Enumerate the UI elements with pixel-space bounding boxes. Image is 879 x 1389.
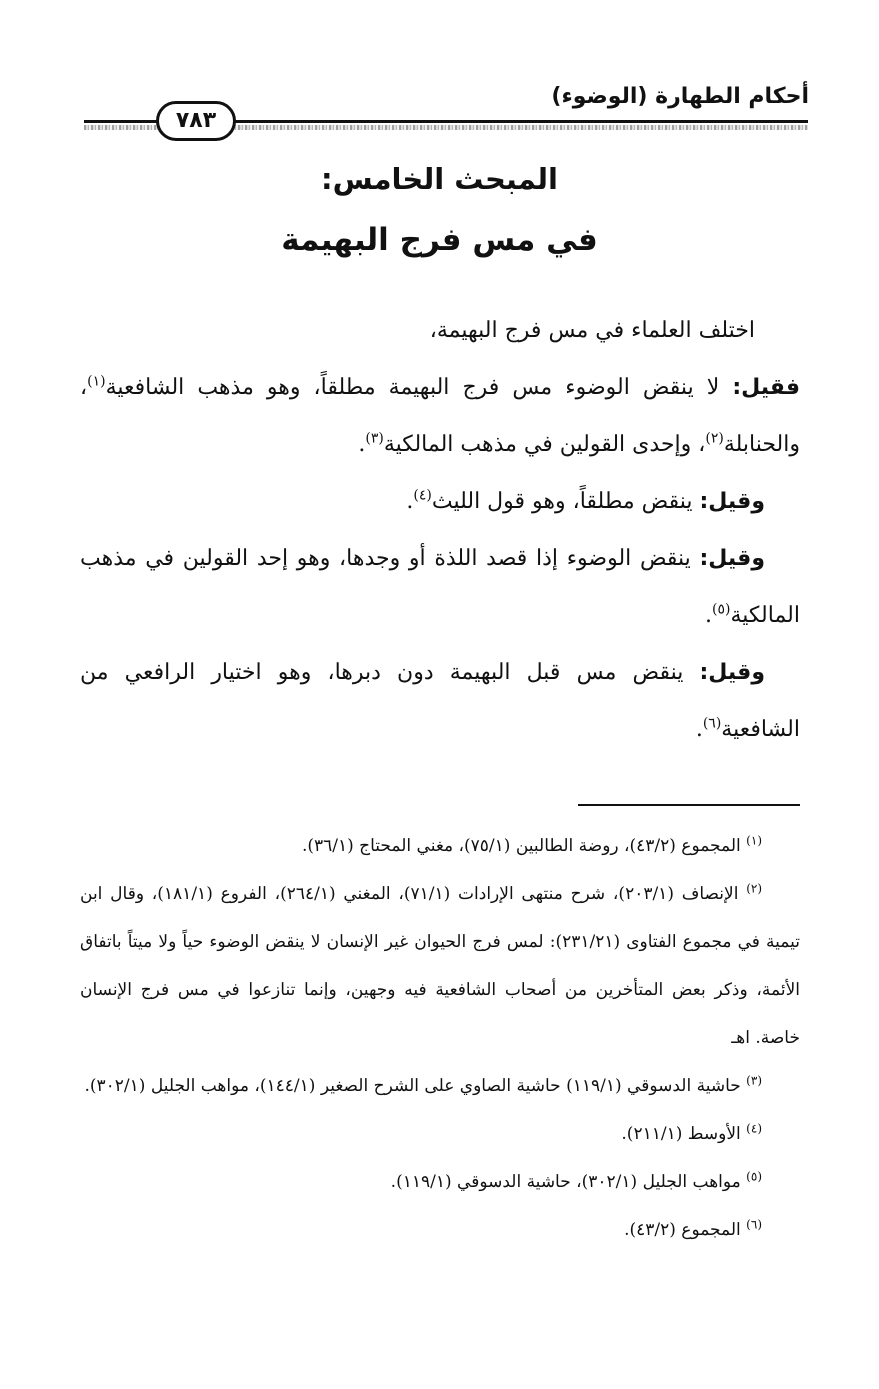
opinion-text: ينقض مطلقاً، وهو قول الليث <box>431 489 700 514</box>
section-title: المبحث الخامس: <box>321 162 558 196</box>
footnote-number: (٦) <box>746 1217 762 1232</box>
footnote-item <box>80 870 800 1062</box>
footnote-ref[interactable]: (١) <box>87 373 106 390</box>
opinion-paragraph <box>80 359 800 473</box>
page-number: ٧٨٣ <box>156 101 236 141</box>
opinion-text: لا ينقض الوضوء مس فرج البهيمة مطلقاً، وهو مذهب الشافعية <box>105 375 733 400</box>
footnote-ref[interactable]: (٢) <box>705 430 724 447</box>
opinion-paragraph <box>80 473 800 530</box>
footnote-text: الإنصاف (٢٠٣/١)، شرح منتهى الإرادات (٧١/١)، المغني (٢٦٤/١)، الفروع (١٨١/١)، وقال ابن تيمية في مجموع الفتاوى (٢٣١/٢١): لمس فرج الحيوان غير الإنسان لا ينقض الوضوء حياً ولا ميتاً باتفاق الأئمة، وذكر بعض المتأخرين من أصحاب الشافعية فيه وجهين، وإنما تنازعوا في مس فرج الإنسان خاصة. اهـ <box>80 884 800 1048</box>
opinion-paragraph <box>80 530 800 644</box>
footnote-ref[interactable]: (٥) <box>712 601 731 618</box>
footnote-item <box>80 822 800 870</box>
opinion-lead: فقيل: <box>732 375 800 400</box>
opinion-lead: وقيل: <box>699 660 765 685</box>
footnote-item <box>80 1062 800 1110</box>
footnote-ref[interactable]: (٦) <box>702 715 722 732</box>
footnote-item <box>80 1110 800 1158</box>
opinion-text: . <box>358 432 366 457</box>
footnote-text: المجموع (٤٣/٢)، روضة الطالبين (٧٥/١)، مغني المحتاج (٣٦/١). <box>301 836 747 856</box>
footnote-text: المجموع (٤٣/٢). <box>624 1220 747 1240</box>
footnote-text: الأوسط (٢١١/١). <box>621 1124 747 1144</box>
footnote-item <box>80 1206 800 1254</box>
footnote-item <box>80 1158 800 1206</box>
opinion-lead: وقيل: <box>699 489 765 514</box>
opinion-text: ينقض الوضوء إذا قصد اللذة أو وجدها، وهو إحد القولين في مذهب المالكية <box>80 546 800 628</box>
opinion-text: ، وإحدى القولين في مذهب المالكية <box>383 432 706 457</box>
opinion-text: . <box>406 489 414 514</box>
opinion-text: . <box>705 603 712 628</box>
opinion-text: . <box>695 717 703 742</box>
opinion-text: ينقض مس قبل البهيمة دون دبرها، وهو اختيار الرافعي من الشافعية <box>80 660 800 742</box>
footnote-separator <box>578 804 800 806</box>
opinion-text: ، والحنابلة <box>80 375 800 457</box>
footnotes <box>80 822 800 1254</box>
footnote-text: حاشية الدسوقي (١١٩/١) حاشية الصاوي على الشرح الصغير (١٤٤/١)، مواهب الجليل (٣٠٢/١). <box>84 1076 747 1096</box>
footnote-number: (٢) <box>746 881 763 896</box>
footnote-number: (٥) <box>746 1169 762 1184</box>
opinion-paragraph <box>80 644 800 758</box>
footnote-ref[interactable]: (٤) <box>413 487 432 504</box>
footnote-number: (١) <box>746 833 762 848</box>
footnote-text: مواهب الجليل (٣٠٢/١)، حاشية الدسوقي (١١٩/١). <box>390 1172 747 1192</box>
opinion-lead: وقيل: <box>699 546 765 571</box>
intro-paragraph: اختلف العلماء في مس فرج البهيمة، <box>429 318 755 343</box>
footnote-ref[interactable]: (٣) <box>365 430 384 447</box>
footnote-number: (٣) <box>746 1073 762 1088</box>
main-title: في مس فرج البهيمة <box>281 222 598 258</box>
running-head-title: أحكام الطهارة (الوضوء) <box>551 84 809 109</box>
footnote-number: (٤) <box>746 1121 762 1136</box>
body-text <box>80 302 800 758</box>
